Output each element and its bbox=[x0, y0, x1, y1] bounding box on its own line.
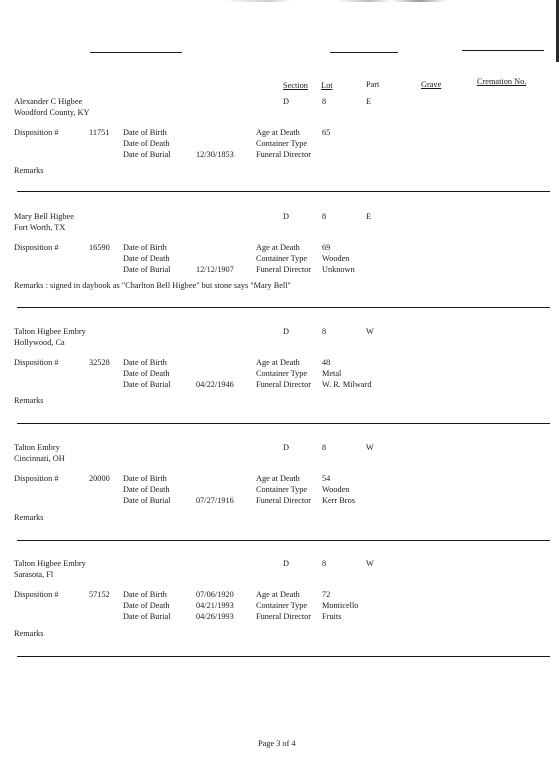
record-section: D bbox=[283, 212, 289, 221]
date-of-burial-value: 04/26/1993 bbox=[196, 612, 234, 621]
burial-record bbox=[0, 213, 559, 329]
burial-record bbox=[0, 328, 559, 444]
date-of-birth-label: Date of Birth bbox=[123, 243, 167, 252]
container-type-label: Container Type bbox=[256, 369, 308, 378]
record-location: Sarasota, Fl bbox=[14, 570, 54, 579]
age-at-death-value: 54 bbox=[322, 474, 331, 483]
record-part: W bbox=[366, 443, 374, 452]
funeral-director-value: Kerr Bros bbox=[322, 496, 355, 505]
container-type-value: Monticello bbox=[322, 601, 359, 610]
record-lot: 8 bbox=[322, 559, 327, 568]
date-of-burial-label: Date of Burial bbox=[123, 380, 171, 389]
date-of-birth-label: Date of Birth bbox=[123, 358, 167, 367]
age-at-death-value: 48 bbox=[322, 358, 331, 367]
date-of-death-value: 04/21/1993 bbox=[196, 601, 234, 610]
page-number: Page 3 of 4 bbox=[258, 739, 296, 748]
burial-record bbox=[0, 444, 559, 560]
record-lot: 8 bbox=[322, 327, 327, 336]
date-of-burial-label: Date of Burial bbox=[123, 496, 171, 505]
record-name: Talton Embry bbox=[14, 443, 60, 452]
header-grave: Grave bbox=[421, 80, 442, 89]
age-at-death-value: 69 bbox=[322, 243, 331, 252]
record-divider bbox=[17, 191, 550, 192]
funeral-director-label: Funeral Director bbox=[256, 496, 312, 505]
record-name: Alexander C Higbee bbox=[14, 97, 83, 106]
age-at-death-label: Age at Death bbox=[256, 128, 300, 137]
disposition-label: Disposition # bbox=[14, 358, 59, 367]
age-at-death-value: 72 bbox=[322, 590, 331, 599]
container-type-label: Container Type bbox=[256, 601, 308, 610]
record-lot: 8 bbox=[322, 97, 327, 106]
record-remarks: Remarks bbox=[14, 166, 44, 175]
disposition-value: 32528 bbox=[89, 358, 110, 367]
disposition-label: Disposition # bbox=[14, 474, 59, 483]
record-section: D bbox=[283, 97, 289, 106]
funeral-director-value: Fruits bbox=[322, 612, 342, 621]
date-of-burial-value: 07/27/1916 bbox=[196, 496, 234, 505]
container-type-value: Metal bbox=[322, 369, 342, 378]
record-remarks: Remarks bbox=[14, 396, 44, 405]
date-of-burial-label: Date of Burial bbox=[123, 612, 171, 621]
container-type-label: Container Type bbox=[256, 254, 308, 263]
container-type-label: Container Type bbox=[256, 485, 308, 494]
record-name: Mary Bell Higbee bbox=[14, 212, 74, 221]
header-section: Section bbox=[283, 81, 308, 90]
funeral-director-label: Funeral Director bbox=[256, 380, 312, 389]
record-divider bbox=[17, 540, 550, 541]
top-rule-left bbox=[90, 52, 182, 53]
container-type-label: Container Type bbox=[256, 139, 308, 148]
date-of-birth-label: Date of Birth bbox=[123, 590, 167, 599]
top-rule-middle bbox=[330, 52, 398, 53]
record-location: Hollywood, Ca bbox=[14, 338, 65, 347]
disposition-value: 16590 bbox=[89, 243, 110, 252]
record-remarks: Remarks bbox=[14, 513, 44, 522]
record-lot: 8 bbox=[322, 443, 327, 452]
date-of-birth-label: Date of Birth bbox=[123, 128, 167, 137]
container-type-value: Wooden bbox=[322, 485, 350, 494]
age-at-death-label: Age at Death bbox=[256, 590, 300, 599]
date-of-burial-label: Date of Burial bbox=[123, 150, 171, 159]
record-divider bbox=[17, 423, 550, 424]
record-remarks: Remarks : signed in daybook as "Charlton Bell Higbee" but stone says "Mary Bell" bbox=[14, 281, 291, 290]
record-part: E bbox=[366, 212, 372, 221]
date-of-burial-value: 12/12/1907 bbox=[196, 265, 234, 274]
date-of-birth-label: Date of Birth bbox=[123, 474, 167, 483]
scan-artifact-top bbox=[0, 0, 559, 2]
record-name: Talton Higbee Embry bbox=[14, 327, 86, 336]
disposition-value: 11751 bbox=[89, 128, 110, 137]
date-of-death-label: Date of Death bbox=[123, 601, 170, 610]
record-divider bbox=[17, 307, 550, 308]
record-part: W bbox=[366, 559, 374, 568]
header-lot: Lot bbox=[321, 81, 333, 90]
disposition-label: Disposition # bbox=[14, 590, 59, 599]
record-section: D bbox=[283, 327, 289, 336]
record-part: E bbox=[366, 97, 372, 106]
record-location: Fort Worth, TX bbox=[14, 223, 66, 232]
funeral-director-value: W. R. Milward bbox=[322, 380, 372, 389]
date-of-death-label: Date of Death bbox=[123, 485, 170, 494]
funeral-director-label: Funeral Director bbox=[256, 612, 312, 621]
date-of-birth-value: 07/06/1920 bbox=[196, 590, 234, 599]
date-of-burial-label: Date of Burial bbox=[123, 265, 171, 274]
date-of-death-label: Date of Death bbox=[123, 369, 170, 378]
date-of-burial-value: 04/22/1946 bbox=[196, 380, 234, 389]
date-of-burial-value: 12/30/1853 bbox=[196, 150, 234, 159]
container-type-value: Wooden bbox=[322, 254, 350, 263]
disposition-label: Disposition # bbox=[14, 128, 59, 137]
age-at-death-label: Age at Death bbox=[256, 243, 300, 252]
record-remarks: Remarks bbox=[14, 629, 44, 638]
age-at-death-value: 65 bbox=[322, 128, 331, 137]
date-of-death-label: Date of Death bbox=[123, 254, 170, 263]
age-at-death-label: Age at Death bbox=[256, 358, 300, 367]
record-lot: 8 bbox=[322, 212, 327, 221]
burial-record bbox=[0, 98, 559, 214]
record-section: D bbox=[283, 443, 289, 452]
funeral-director-label: Funeral Director bbox=[256, 265, 312, 274]
record-location: Cincinnati, OH bbox=[14, 454, 65, 463]
age-at-death-label: Age at Death bbox=[256, 474, 300, 483]
top-rule-right bbox=[462, 50, 544, 51]
record-name: Talton Higbee Embry bbox=[14, 559, 86, 568]
date-of-death-label: Date of Death bbox=[123, 139, 170, 148]
burial-record bbox=[0, 560, 559, 676]
disposition-value: 20000 bbox=[89, 474, 110, 483]
header-part: Part bbox=[366, 80, 380, 89]
record-location: Woodford County, KY bbox=[14, 108, 90, 117]
disposition-label: Disposition # bbox=[14, 243, 59, 252]
funeral-director-label: Funeral Director bbox=[256, 150, 312, 159]
record-part: W bbox=[366, 327, 374, 336]
disposition-value: 57152 bbox=[89, 590, 110, 599]
record-section: D bbox=[283, 559, 289, 568]
header-cremation-no: Cremation No. bbox=[477, 77, 527, 86]
record-divider bbox=[17, 656, 550, 657]
funeral-director-value: Unknown bbox=[322, 265, 355, 274]
